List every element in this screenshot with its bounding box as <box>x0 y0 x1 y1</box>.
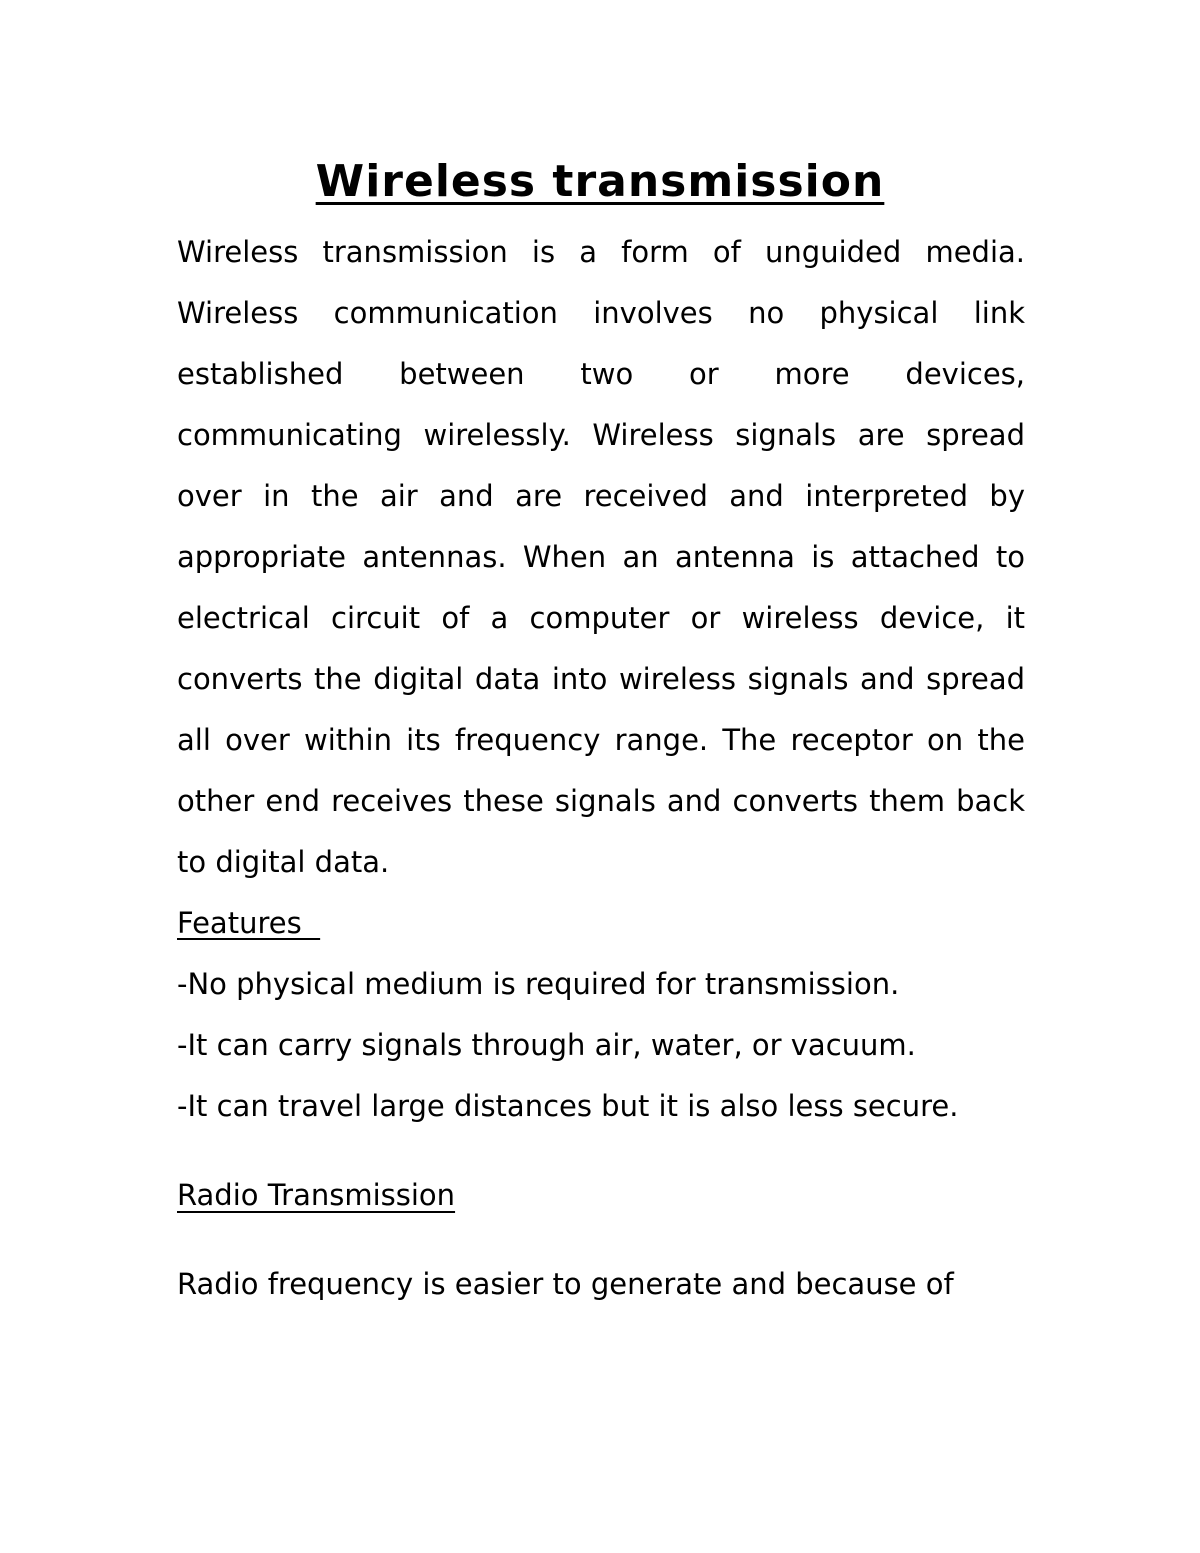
feature-item: -No physical medium is required for transmission. <box>177 967 900 1001</box>
features-heading: Features <box>177 906 321 940</box>
document-body <box>177 222 1025 1315</box>
section-spacer <box>177 1226 1025 1254</box>
section-spacer <box>177 1137 1025 1165</box>
features-list <box>177 954 1025 1137</box>
radio-transmission-heading: Radio Transmission <box>177 1178 456 1212</box>
document-title: Wireless transmission <box>315 156 885 207</box>
feature-item: -It can carry signals through air, water, or vacuum. <box>177 1028 916 1062</box>
feature-item: -It can travel large distances but it is also less secure. <box>177 1089 959 1123</box>
intro-paragraph: Wireless transmission is a form of unguided media. Wireless communication involves no physical link established between two or more devices, communicating wirelessly. Wireless signals are spread over in the air and are received and interpreted by appropriate antennas. When an antenna is attached to electrical circuit of a computer or wireless device, it converts the digital data into wireless signals and spread all over within its frequency range. The receptor on the other end receives these signals and converts them back to digital data. <box>177 235 1025 879</box>
radio-paragraph: Radio frequency is easier to generate and because of <box>177 1267 954 1301</box>
